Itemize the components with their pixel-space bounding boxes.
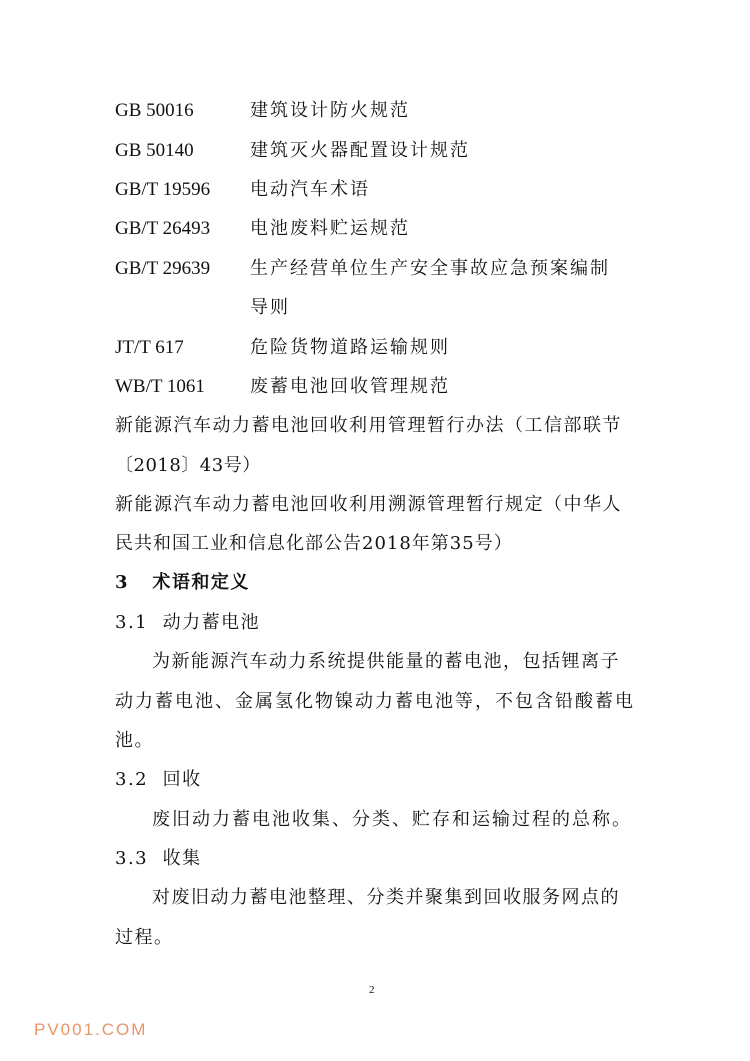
reference-code: GB/T 19596: [115, 179, 211, 200]
subsection-heading: 3.2 回收: [115, 769, 202, 790]
reference-title: 废蓄电池回收管理规范: [250, 376, 450, 397]
regulation-line: 新能源汽车动力蓄电池回收利用溯源管理暂行规定（中华人: [115, 494, 622, 515]
subsection-heading: 3.3 收集: [115, 848, 202, 869]
reference-code: GB 50016: [115, 100, 194, 121]
reference-code: WB/T 1061: [115, 376, 205, 397]
reference-title-continued: 导则: [250, 297, 290, 318]
paragraph-line: 过程。: [115, 927, 174, 948]
paragraph-line: 对废旧动力蓄电池整理、分类并聚集到回收服务网点的: [152, 887, 620, 908]
regulation-line: 民共和国工业和信息化部公告2018年第35号）: [115, 533, 513, 554]
reference-code: GB/T 29639: [115, 258, 211, 279]
subsection-heading: 3.1 动力蓄电池: [115, 612, 261, 633]
reference-code: GB 50140: [115, 140, 194, 161]
regulation-line: 新能源汽车动力蓄电池回收利用管理暂行办法（工信部联节: [115, 415, 622, 436]
reference-title: 建筑灭火器配置设计规范: [250, 140, 470, 161]
reference-title: 危险货物道路运输规则: [250, 337, 450, 358]
regulation-line: 〔2018〕43号）: [115, 455, 261, 476]
paragraph-line: 为新能源汽车动力系统提供能量的蓄电池，包括锂离子: [152, 651, 620, 672]
reference-code: GB/T 26493: [115, 218, 211, 239]
paragraph-line: 动力蓄电池、金属氢化物镍动力蓄电池等，不包含铅酸蓄电: [115, 691, 635, 712]
paragraph-line: 废旧动力蓄电池收集、分类、贮存和运输过程的总称。: [152, 809, 632, 830]
reference-title: 电动汽车术语: [250, 179, 370, 200]
reference-title: 生产经营单位生产安全事故应急预案编制: [250, 258, 610, 279]
section-heading: 3 术语和定义: [115, 572, 250, 593]
paragraph-line: 池。: [115, 730, 154, 751]
watermark: PV001.COM: [34, 1020, 148, 1039]
page-number: 2: [369, 984, 375, 996]
reference-title: 电池废料贮运规范: [250, 218, 410, 239]
reference-code: JT/T 617: [115, 337, 184, 358]
reference-title: 建筑设计防火规范: [250, 100, 410, 121]
